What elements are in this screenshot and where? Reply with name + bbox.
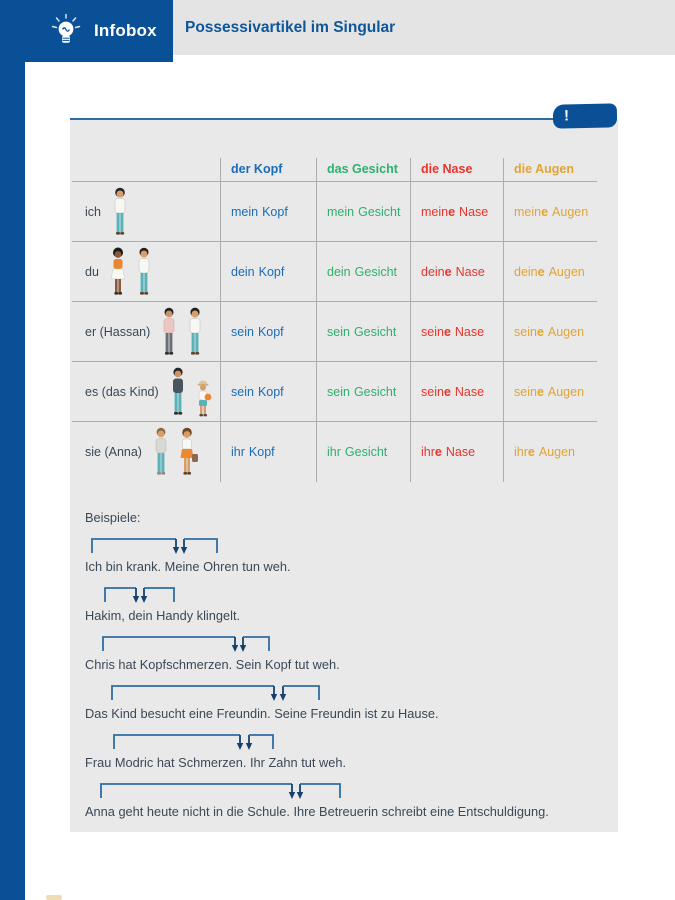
example-sentence: Chris hat Kopfschmerzen. Sein Kopf tut weh.	[85, 633, 610, 673]
possessive-table	[72, 158, 597, 482]
cell-mein-gesicht: mein Gesicht	[316, 182, 410, 242]
pronoun-label: er (Hassan)	[85, 324, 151, 339]
page-number-clipped	[46, 895, 62, 900]
pronoun-label: du	[85, 264, 99, 279]
illustration-er-hassan	[159, 307, 205, 357]
examples-heading: Beispiele:	[85, 510, 141, 525]
header-die-augen: die Augen	[503, 158, 597, 182]
example-sentence: Hakim, dein Handy klingelt.	[85, 584, 610, 624]
pronoun-cell	[72, 422, 220, 482]
reference-bracket	[85, 633, 385, 655]
table-row	[72, 242, 597, 302]
cell-seine-nase: sein e Nase	[410, 302, 503, 362]
header-der-kopf: der Kopf	[220, 158, 316, 182]
cell-meine-augen: mein e Augen	[503, 182, 597, 242]
table-row	[72, 182, 597, 242]
infobox-label: Infobox	[94, 21, 157, 40]
reference-bracket	[85, 584, 385, 606]
alert-badge	[553, 103, 617, 128]
example-sentence: Das Kind besucht eine Freundin. Seine Freundin ist zu Hause.	[85, 682, 610, 722]
pronoun-label: ich	[85, 204, 101, 219]
cell-seine-nase: sein e Nase	[410, 362, 503, 422]
example-sentence: Ich bin krank. Meine Ohren tun weh.	[85, 535, 610, 575]
table-row	[72, 422, 597, 482]
cell-ihr-kopf: ihr Kopf	[220, 422, 316, 482]
pronoun-cell	[72, 302, 220, 362]
pronoun-cell	[72, 362, 220, 422]
reference-bracket	[85, 682, 385, 704]
table-header-row	[72, 158, 597, 182]
pronoun-cell	[72, 242, 220, 302]
page-title: Possessivartikel im Singular	[185, 18, 396, 36]
reference-bracket	[85, 780, 385, 802]
example-sentence: Frau Modric hat Schmerzen. Ihr Zahn tut weh.	[85, 731, 610, 771]
header-das-gesicht: das Gesicht	[316, 158, 410, 182]
top-rule	[70, 118, 572, 120]
cell-dein-gesicht: dein Gesicht	[316, 242, 410, 302]
table-row	[72, 302, 597, 362]
cell-sein-kopf: sein Kopf	[220, 302, 316, 362]
cell-sein-gesicht: sein Gesicht	[316, 362, 410, 422]
illustration-es-das-kind	[168, 367, 212, 417]
left-accent-bar	[0, 0, 25, 900]
info-content-box	[70, 107, 618, 832]
lightbulb-icon	[49, 13, 83, 49]
illustration-du	[108, 247, 154, 297]
cell-seine-augen: sein e Augen	[503, 362, 597, 422]
reference-bracket	[85, 731, 385, 753]
cell-ihre-nase: ihr e Nase	[410, 422, 503, 482]
illustration-sie-anna	[151, 427, 199, 477]
header-die-nase: die Nase	[410, 158, 503, 182]
cell-seine-augen: sein e Augen	[503, 302, 597, 362]
cell-ihre-augen: ihr e Augen	[503, 422, 597, 482]
examples-section	[85, 510, 610, 829]
pronoun-cell	[72, 182, 220, 242]
table-row	[72, 362, 597, 422]
pronoun-label: sie (Anna)	[85, 445, 142, 459]
cell-mein-kopf: mein Kopf	[220, 182, 316, 242]
cell-dein-kopf: dein Kopf	[220, 242, 316, 302]
cell-meine-nase: mein e Nase	[410, 182, 503, 242]
cell-deine-nase: dein e Nase	[410, 242, 503, 302]
pronoun-label: es (das Kind)	[85, 384, 159, 399]
title-strip	[173, 0, 675, 55]
example-sentence: Anna geht heute nicht in die Schule. Ihre Betreuerin schreibt eine Entschuldigung.	[85, 780, 610, 820]
cell-deine-augen: dein e Augen	[503, 242, 597, 302]
illustration-ich	[110, 187, 130, 237]
infobox-header	[0, 0, 173, 62]
alert-exclamation: !	[563, 107, 570, 125]
header-empty-cell	[72, 158, 220, 182]
reference-bracket	[85, 535, 385, 557]
cell-ihr-gesicht: ihr Gesicht	[316, 422, 410, 482]
cell-sein-kopf: sein Kopf	[220, 362, 316, 422]
cell-sein-gesicht: sein Gesicht	[316, 302, 410, 362]
